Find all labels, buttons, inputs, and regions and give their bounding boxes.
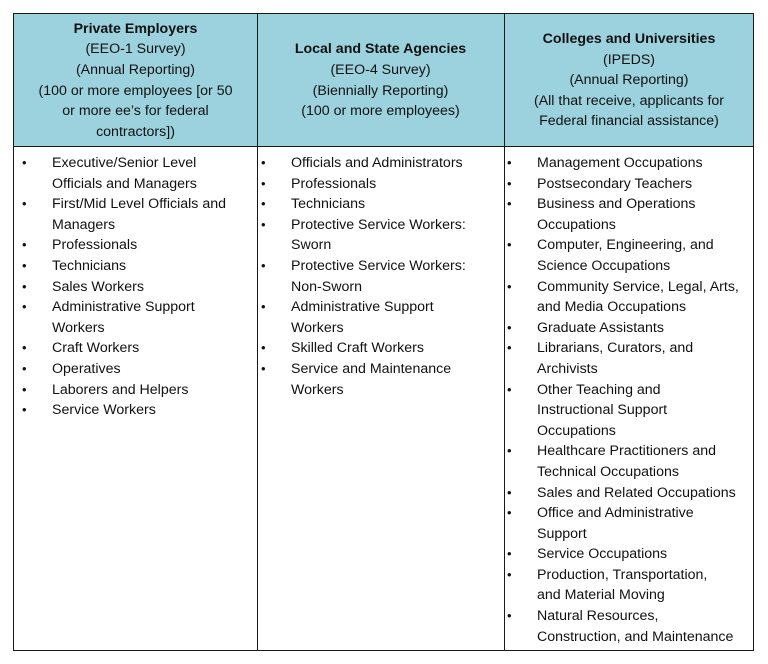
- list-item-line: Librarians, Curators, and: [537, 340, 694, 357]
- list-item-line: Professionals: [52, 237, 138, 254]
- list-item-line: Workers: [291, 319, 344, 336]
- bullet-icon: •: [507, 566, 512, 582]
- bullet-icon: •: [507, 340, 512, 356]
- list-item-line: Occupations: [537, 422, 616, 439]
- bullet-icon: •: [22, 237, 27, 253]
- list-item: [22, 400, 257, 421]
- list-item-line: Support: [537, 525, 587, 542]
- list-item-line: Healthcare Practitioners and: [537, 443, 717, 460]
- list-item-line: and Material Moving: [537, 587, 665, 604]
- header-detail-line: or more ee’s for federal: [62, 103, 209, 120]
- list-cell-colleges-universities: [507, 153, 755, 647]
- list-item: [22, 235, 257, 256]
- list-item-line: Non-Sworn: [291, 278, 362, 295]
- bullet-icon: •: [507, 319, 512, 335]
- list-item: [261, 153, 504, 174]
- list-item-line: Protective Service Workers:: [291, 216, 466, 233]
- list-item-line: Workers: [291, 381, 344, 398]
- bullet-icon: •: [507, 443, 512, 459]
- list-item-line: Managers: [52, 216, 116, 233]
- bullet-icon: •: [22, 360, 27, 376]
- list-item-line: Service and Maintenance: [291, 360, 452, 377]
- bullet-icon: •: [507, 237, 512, 253]
- list-item-line: Sales Workers: [52, 278, 144, 295]
- bullet-icon: •: [22, 381, 27, 397]
- list-item: [507, 565, 755, 606]
- list-item-line: Executive/Senior Level: [52, 155, 197, 171]
- bullet-icon: •: [22, 155, 27, 170]
- list-item-line: Officials and Administrators: [291, 155, 463, 171]
- bullet-icon: •: [261, 299, 266, 315]
- header-detail-line: (EEO-1 Survey): [85, 41, 186, 58]
- bullet-icon: •: [22, 340, 27, 356]
- list-item: [261, 174, 504, 195]
- bullet-icon: •: [507, 505, 512, 521]
- list-item: [22, 338, 257, 359]
- list-item-line: Computer, Engineering, and: [537, 237, 714, 254]
- list-item: [507, 194, 755, 235]
- list-item-line: Office and Administrative: [537, 505, 694, 522]
- header-detail-line: (Annual Reporting): [75, 61, 196, 78]
- list-item: [261, 215, 504, 256]
- list-item-line: and Media Occupations: [537, 299, 687, 316]
- bullet-icon: •: [22, 196, 27, 212]
- list-item: [22, 153, 257, 194]
- list-item-line: Instructional Support: [537, 402, 668, 419]
- bullet-icon: •: [507, 155, 512, 170]
- list-item-line: Natural Resources,: [537, 608, 659, 625]
- list-item: [261, 338, 504, 359]
- header-detail-line: contractors]): [96, 123, 175, 140]
- bullet-icon: •: [22, 402, 27, 418]
- list-cell-private-employers: [22, 153, 257, 421]
- bullet-icon: •: [261, 196, 266, 212]
- eeo-reporting-table: [13, 13, 754, 651]
- list-item-line: Occupations: [537, 216, 616, 233]
- list-item-line: Professionals: [291, 175, 377, 192]
- bullet-icon: •: [261, 216, 266, 232]
- list-item: [507, 606, 755, 647]
- list-item: [261, 359, 504, 400]
- list-item-line: Technical Occupations: [537, 463, 679, 480]
- header-detail-line: (EEO-4 Survey): [330, 61, 431, 78]
- list-item-line: Workers: [52, 319, 105, 336]
- list-item-line: Community Service, Legal, Arts,: [537, 278, 739, 295]
- bullet-icon: •: [507, 546, 512, 562]
- list-item-line: Officials and Managers: [52, 175, 197, 192]
- list-item: [22, 359, 257, 380]
- list-item: [507, 380, 755, 442]
- list-item-line: Management Occupations: [537, 155, 703, 171]
- list-item: [261, 256, 504, 297]
- list-item-line: Administrative Support: [291, 299, 434, 316]
- list-item-line: Construction, and Maintenance: [537, 628, 734, 645]
- header-title: Colleges and Universities: [542, 31, 716, 48]
- list-item-line: Technicians: [52, 257, 127, 274]
- header-cell-colleges-universities: [504, 14, 754, 147]
- list-item-line: Skilled Craft Workers: [291, 340, 424, 357]
- list-item: [22, 256, 257, 277]
- list-item-line: Protective Service Workers:: [291, 257, 466, 274]
- header-detail-line: (Biennially Reporting): [312, 82, 449, 99]
- list-item-line: Production, Transportation,: [537, 566, 708, 583]
- list-item-line: Operatives: [52, 360, 121, 377]
- list-item-line: Other Teaching and: [537, 381, 661, 398]
- bullet-icon: •: [261, 340, 266, 356]
- list-item: [507, 318, 755, 339]
- list-item: [261, 194, 504, 215]
- list-item: [507, 153, 755, 174]
- list-item: [507, 174, 755, 195]
- header-title: Private Employers: [73, 20, 198, 37]
- list-item-line: Sales and Related Occupations: [537, 484, 736, 501]
- list-item: [507, 338, 755, 379]
- list-item: [507, 277, 755, 318]
- bullet-icon: •: [507, 381, 512, 397]
- bullet-icon: •: [22, 257, 27, 273]
- bullet-icon: •: [507, 196, 512, 212]
- header-detail-line: (All that receive, applicants for: [533, 92, 725, 109]
- bullet-icon: •: [507, 278, 512, 294]
- bullet-icon: •: [261, 175, 266, 191]
- category-list: [261, 153, 504, 400]
- list-item: [507, 441, 755, 482]
- bullet-icon: •: [261, 360, 266, 376]
- list-item-line: First/Mid Level Officials and: [52, 196, 226, 213]
- list-item-line: Technicians: [291, 196, 366, 213]
- header-title: Local and State Agencies: [294, 41, 467, 58]
- bullet-icon: •: [507, 608, 512, 624]
- list-item-line: Service Occupations: [537, 546, 668, 563]
- list-item: [22, 277, 257, 298]
- bullet-icon: •: [261, 257, 266, 273]
- header-detail-line: (Annual Reporting): [569, 72, 689, 89]
- bullet-icon: •: [507, 484, 512, 500]
- list-item-line: Archivists: [537, 360, 598, 377]
- bullet-icon: •: [507, 175, 512, 191]
- list-item-line: Craft Workers: [52, 340, 140, 357]
- header-detail-line: (100 or more employees): [301, 103, 460, 120]
- list-cell-local-state-agencies: [261, 153, 504, 400]
- header-cell-local-state-agencies: [257, 14, 504, 147]
- header-detail-line: (IPEDS): [602, 51, 656, 68]
- bullet-icon: •: [22, 278, 27, 294]
- list-item: [507, 503, 755, 544]
- list-item-line: Business and Operations: [537, 196, 696, 213]
- list-item: [22, 297, 257, 338]
- category-list: [22, 153, 257, 421]
- list-item-line: Sworn: [291, 237, 332, 254]
- list-item: [22, 194, 257, 235]
- list-item-line: Postsecondary Teachers: [537, 175, 693, 192]
- category-list: [507, 153, 755, 647]
- list-item: [22, 380, 257, 401]
- list-item: [261, 297, 504, 338]
- header-detail-line: Federal financial assistance): [539, 113, 719, 130]
- list-item-line: Service Workers: [52, 402, 156, 419]
- list-item-line: Laborers and Helpers: [52, 381, 189, 398]
- bullet-icon: •: [261, 155, 266, 170]
- list-item-line: Graduate Assistants: [537, 319, 664, 336]
- list-item: [507, 483, 755, 504]
- list-item: [507, 235, 755, 276]
- bullet-icon: •: [22, 299, 27, 315]
- list-item-line: Administrative Support: [52, 299, 195, 316]
- list-item-line: Science Occupations: [537, 257, 671, 274]
- list-item: [507, 544, 755, 565]
- header-detail-line: (100 or more employees [or 50: [38, 82, 233, 99]
- header-cell-private-employers: [14, 14, 257, 147]
